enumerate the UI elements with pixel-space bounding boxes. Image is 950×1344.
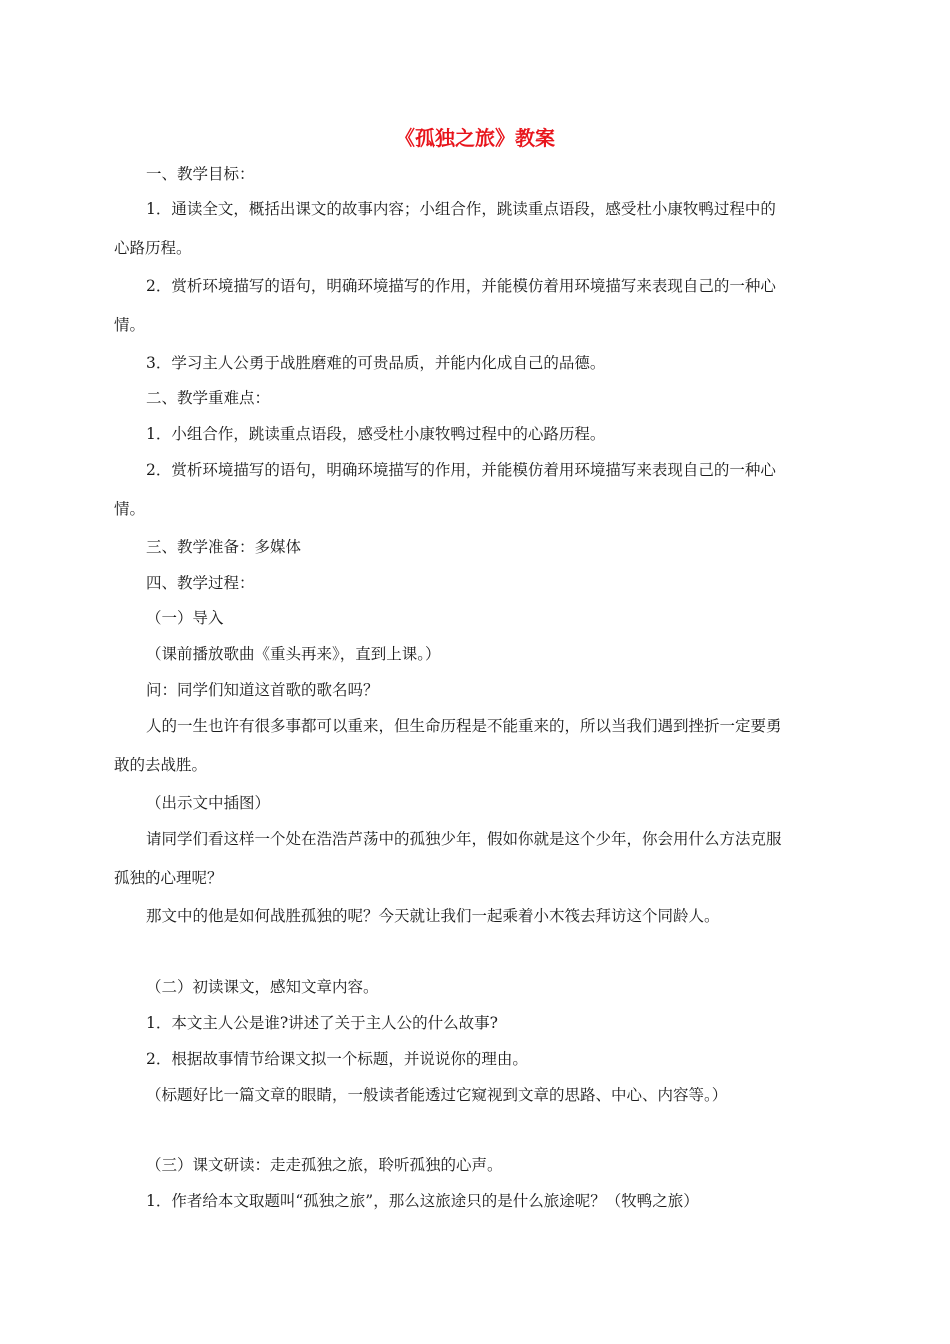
paragraph-line: （课前播放歌曲《重头再来》，直到上课。） — [146, 645, 441, 663]
paragraph-line: （出示文中插图） — [146, 794, 271, 812]
paragraph-line: 敢的去战胜。 — [114, 756, 208, 774]
section-heading-preparation: 三、教学准备：多媒体 — [146, 538, 302, 556]
paragraph-line: 人的一生也许有很多事都可以重来，但生命历程是不能重来的，所以当我们遇到挫折一定要勇 — [146, 717, 782, 735]
paragraph-line: 1．通读全文，概括出课文的故事内容；小组合作，跳读重点语段，感受杜小康牧鸭过程中的 — [146, 200, 776, 218]
paragraph-line: 孤独的心理呢？ — [114, 869, 223, 887]
paragraph-line: 1．小组合作，跳读重点语段，感受杜小康牧鸭过程中的心路历程。 — [146, 425, 606, 443]
subsection-heading-first-reading: （二）初读课文，感知文章内容。 — [146, 978, 379, 996]
document-title: 《孤独之旅》教案 — [395, 126, 555, 150]
paragraph-line: 3．学习主人公勇于战胜磨难的可贵品质，并能内化成自己的品德。 — [146, 354, 606, 372]
paragraph-line: 请同学们看这样一个处在浩浩芦荡中的孤独少年，假如你就是这个少年，你会用什么方法克服 — [146, 830, 782, 848]
paragraph-line: （标题好比一篇文章的眼睛，一般读者能透过它窥视到文章的思路、中心、内容等。） — [146, 1086, 728, 1104]
section-heading-objectives: 一、教学目标： — [146, 165, 255, 183]
subsection-heading-study: （三）课文研读：走走孤独之旅，聆听孤独的心声。 — [146, 1156, 503, 1174]
paragraph-line: 2．赏析环境描写的语句，明确环境描写的作用，并能模仿着用环境描写来表现自己的一种心 — [146, 461, 776, 479]
section-heading-process: 四、教学过程： — [146, 574, 255, 592]
paragraph-line: 心路历程。 — [114, 239, 192, 257]
paragraph-line: 那文中的他是如何战胜孤独的呢？今天就让我们一起乘着小木筏去拜访这个同龄人。 — [146, 907, 720, 925]
paragraph-line: 2．赏析环境描写的语句，明确环境描写的作用，并能模仿着用环境描写来表现自己的一种心 — [146, 277, 776, 295]
subsection-heading-intro: （一）导入 — [146, 609, 224, 627]
paragraph-line: 问：同学们知道这首歌的歌名吗？ — [146, 681, 379, 699]
section-heading-key-points: 二、教学重难点： — [146, 389, 271, 407]
paragraph-line: 1．本文主人公是谁?讲述了关于主人公的什么故事? — [146, 1014, 498, 1032]
paragraph-line: 1．作者给本文取题叫“孤独之旅”，那么这旅途只的是什么旅途呢？（牧鸭之旅） — [146, 1192, 699, 1210]
paragraph-line: 情。 — [114, 500, 146, 518]
paragraph-line: 2．根据故事情节给课文拟一个标题，并说说你的理由。 — [146, 1050, 528, 1068]
paragraph-line: 情。 — [114, 316, 146, 334]
